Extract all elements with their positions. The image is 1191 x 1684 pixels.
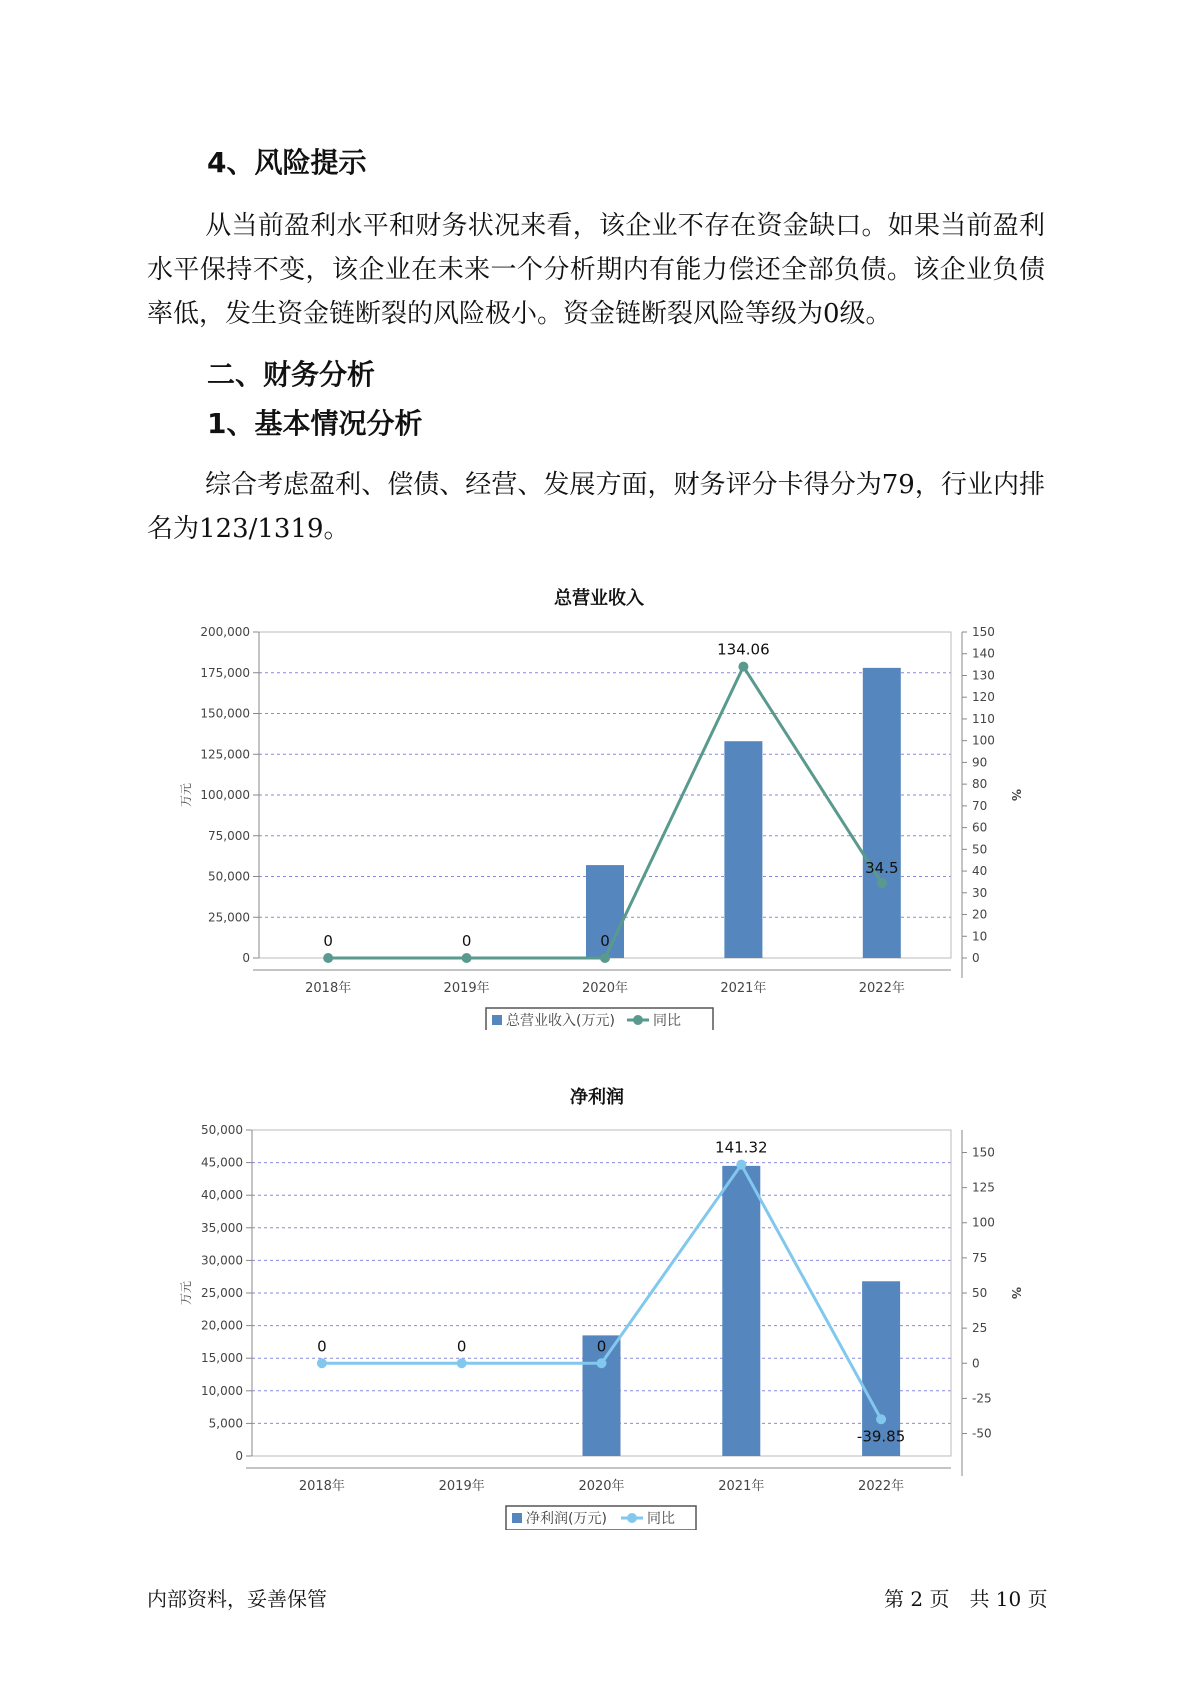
legend-line-marker bbox=[633, 1015, 643, 1025]
legend-line-label: 同比 bbox=[653, 1013, 681, 1029]
y2-tick-label: 40 bbox=[972, 864, 988, 879]
yoy-data-label: 0 bbox=[461, 932, 472, 950]
y-tick-label: 40,000 bbox=[201, 1188, 243, 1203]
y2-tick-label: -25 bbox=[972, 1391, 992, 1406]
yoy-point bbox=[317, 1358, 327, 1368]
y-tick-label: 125,000 bbox=[200, 747, 250, 762]
legend-bar-swatch bbox=[512, 1513, 522, 1523]
yoy-data-label: 0 bbox=[456, 1337, 467, 1356]
y-tick-label: 20,000 bbox=[201, 1318, 243, 1333]
yoy-point bbox=[597, 1358, 607, 1368]
y2-tick-label: 25 bbox=[972, 1321, 988, 1336]
legend-bar-label: 总营业收入(万元) bbox=[506, 1013, 615, 1029]
y2-tick-label: -50 bbox=[972, 1426, 992, 1441]
y-tick-label: 75,000 bbox=[208, 828, 250, 843]
yoy-data-label: -39.85 bbox=[856, 1427, 906, 1446]
x-tick-label: 2021年 bbox=[720, 981, 767, 996]
yoy-point bbox=[876, 1414, 886, 1424]
yoy-data-label: 134.06 bbox=[717, 640, 770, 659]
y2-tick-label: 0 bbox=[972, 1356, 980, 1371]
x-tick-label: 2021年 bbox=[718, 1479, 765, 1494]
y2-tick-label: 70 bbox=[972, 798, 988, 813]
yoy-point bbox=[462, 953, 472, 963]
y-tick-label: 5,000 bbox=[208, 1416, 243, 1431]
y2-tick-label: 130 bbox=[972, 668, 995, 683]
y2-tick-label: 80 bbox=[972, 777, 988, 792]
x-tick-label: 2018年 bbox=[305, 981, 352, 996]
y-tick-label: 175,000 bbox=[200, 665, 250, 680]
y2-tick-label: 60 bbox=[972, 820, 988, 835]
y2-tick-label: 75 bbox=[972, 1250, 988, 1265]
bar bbox=[724, 741, 762, 958]
yoy-data-label: 141.32 bbox=[715, 1138, 768, 1157]
footer-page-number: 第 2 页 共 10 页 bbox=[884, 1587, 1048, 1611]
y2-tick-label: 10 bbox=[972, 929, 988, 944]
y-tick-label: 100,000 bbox=[200, 788, 250, 802]
yoy-point bbox=[877, 878, 887, 888]
y-tick-label: 25,000 bbox=[208, 910, 250, 925]
risk-heading: 4、风险提示 bbox=[207, 146, 367, 179]
y2-axis-title: % bbox=[1009, 788, 1023, 802]
y-tick-label: 30,000 bbox=[201, 1253, 243, 1268]
yoy-data-label: 0 bbox=[596, 1337, 607, 1356]
y-tick-label: 15,000 bbox=[201, 1351, 243, 1366]
y2-tick-label: 110 bbox=[972, 711, 995, 726]
y2-tick-label: 90 bbox=[972, 755, 988, 770]
x-tick-label: 2018年 bbox=[298, 1479, 345, 1494]
y2-tick-label: 150 bbox=[972, 625, 995, 639]
y-tick-label: 0 bbox=[242, 951, 250, 965]
y-tick-label: 45,000 bbox=[201, 1155, 243, 1170]
y2-tick-label: 100 bbox=[972, 1215, 995, 1230]
legend-bar-label: 净利润(万元) bbox=[526, 1511, 607, 1527]
basic-paragraph bbox=[147, 463, 1045, 551]
y-tick-label: 35,000 bbox=[201, 1220, 243, 1235]
bar bbox=[863, 668, 901, 958]
y2-tick-label: 30 bbox=[972, 885, 988, 900]
net-profit-chart bbox=[0, 1110, 1191, 1530]
yoy-data-label: 0 bbox=[600, 932, 610, 950]
legend-bar-swatch bbox=[492, 1015, 502, 1025]
risk-paragraph bbox=[147, 204, 1045, 336]
y2-tick-label: 125 bbox=[972, 1180, 995, 1195]
y-tick-label: 200,000 bbox=[200, 625, 250, 639]
y2-tick-label: 120 bbox=[972, 690, 995, 705]
y2-tick-label: 140 bbox=[972, 646, 995, 661]
footer-confidential: 内部资料，妥善保管 bbox=[147, 1587, 327, 1611]
profit-chart-title: 净利润 bbox=[570, 1087, 624, 1108]
y-tick-label: 50,000 bbox=[208, 869, 250, 884]
revenue-chart-title: 总营业收入 bbox=[554, 588, 644, 609]
y2-tick-label: 50 bbox=[972, 1286, 988, 1300]
y-tick-label: 150,000 bbox=[200, 706, 250, 721]
basic-paragraph-text: 综合考虑盈利、偿债、经营、发展方面，财务评分卡得分为79，行业内排名为123/1319。 bbox=[147, 470, 1045, 544]
y-tick-label: 10,000 bbox=[201, 1383, 243, 1398]
y2-tick-label: 100 bbox=[972, 733, 995, 748]
y-tick-label: 50,000 bbox=[201, 1123, 243, 1137]
y-axis-title: 万元 bbox=[179, 782, 193, 808]
finance-analysis-heading: 二、财务分析 bbox=[207, 358, 376, 391]
y-tick-label: 25,000 bbox=[201, 1286, 243, 1300]
yoy-point bbox=[736, 1160, 746, 1170]
yoy-data-label: 0 bbox=[317, 1337, 327, 1356]
x-tick-label: 2020年 bbox=[578, 1479, 625, 1494]
x-tick-label: 2022年 bbox=[858, 981, 905, 996]
revenue-chart bbox=[0, 610, 1191, 1030]
yoy-point bbox=[600, 953, 610, 963]
yoy-data-label: 34.5 bbox=[865, 859, 899, 878]
y2-tick-label: 150 bbox=[972, 1145, 995, 1160]
x-tick-label: 2019年 bbox=[438, 1479, 485, 1494]
y-axis-title: 万元 bbox=[179, 1280, 193, 1306]
basic-analysis-heading: 1、基本情况分析 bbox=[207, 407, 423, 440]
x-tick-label: 2019年 bbox=[443, 981, 490, 996]
y2-tick-label: 0 bbox=[972, 951, 980, 965]
x-tick-label: 2020年 bbox=[581, 981, 629, 996]
y-tick-label: 0 bbox=[235, 1449, 243, 1463]
y2-axis-title: % bbox=[1009, 1286, 1023, 1300]
legend-line-marker bbox=[627, 1513, 637, 1523]
yoy-point bbox=[323, 953, 333, 963]
x-tick-label: 2022年 bbox=[858, 1479, 905, 1494]
y2-tick-label: 50 bbox=[972, 842, 988, 857]
yoy-point bbox=[457, 1358, 467, 1368]
risk-paragraph-text: 从当前盈利水平和财务状况来看，该企业不存在资金缺口。如果当前盈利水平保持不变，该企业在未来一个分析期内有能力偿还全部负债。该企业负债率低，发生资金链断裂的风险极小。资金链断裂风险等级为0级。 bbox=[147, 211, 1045, 329]
yoy-point bbox=[738, 662, 748, 672]
legend-line-label: 同比 bbox=[647, 1511, 675, 1527]
yoy-data-label: 0 bbox=[323, 932, 333, 950]
bar bbox=[722, 1166, 760, 1456]
y2-tick-label: 20 bbox=[972, 907, 988, 922]
